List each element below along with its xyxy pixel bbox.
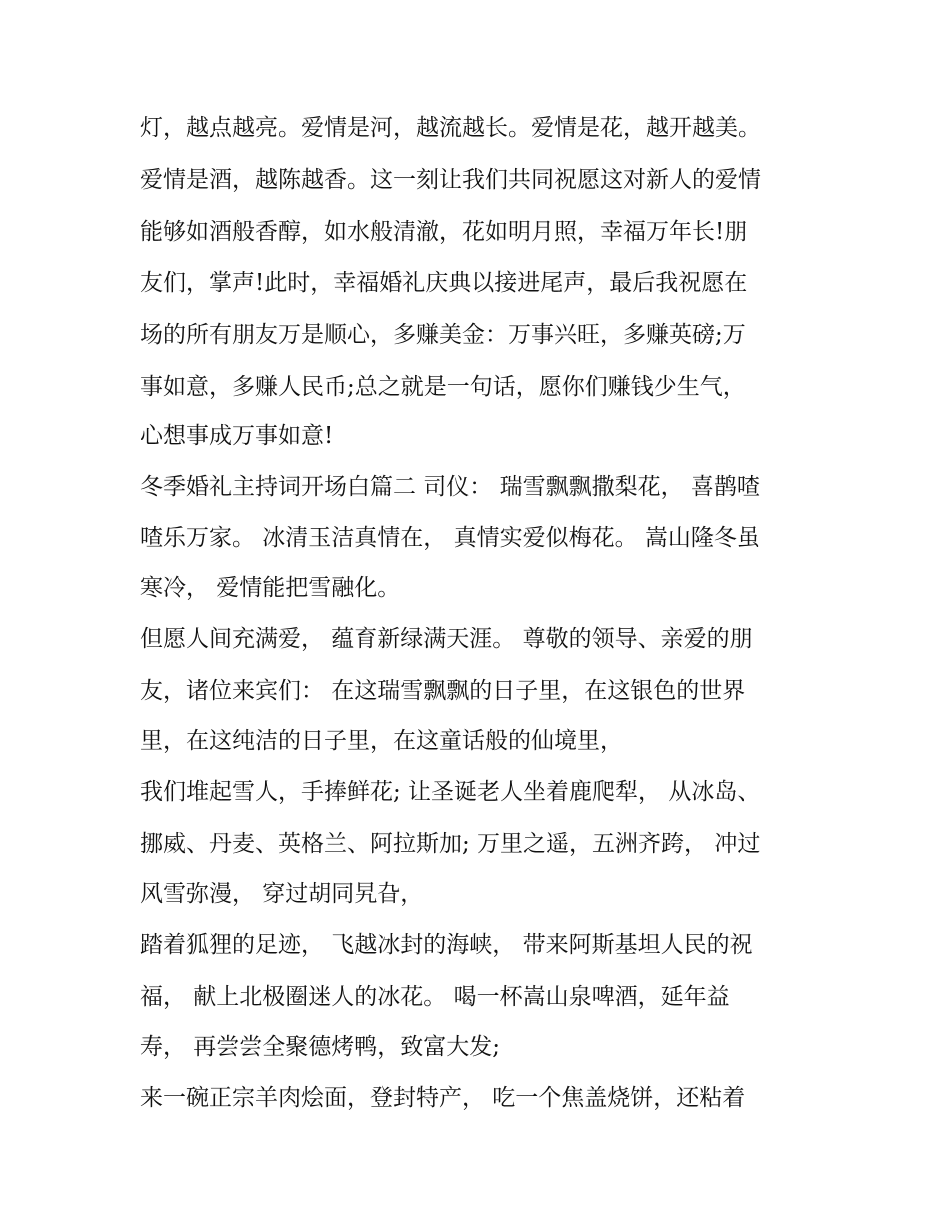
text-line: 场的所有朋友万是顺心，多赚美金：万事兴旺，多赚英磅;万: [140, 322, 746, 348]
text-line: 能够如酒般香醇，如水般清澈，花如明月照，幸福万年长!朋: [140, 219, 748, 245]
text-line: 寿， 再尝尝全聚德烤鸭，致富大发;: [140, 1034, 501, 1060]
text-line: 喳乐万家。 冰清玉洁真情在， 真情实爱似梅花。 嵩山隆冬虽: [140, 525, 760, 551]
text-line: 寒冷， 爱情能把雪融化。: [140, 575, 401, 601]
text-line: 来一碗正宗羊肉烩面，登封特产， 吃一个焦盖烧饼，还粘着: [140, 1085, 746, 1111]
text-line: 爱情是酒，越陈越香。这一刻让我们共同祝愿这对新人的爱情: [140, 167, 761, 193]
text-line: 踏着狐狸的足迹， 飞越冰封的海峡， 带来阿斯基坦人民的祝: [140, 932, 753, 958]
section-heading-line: 冬季婚礼主持词开场白篇二 司仪： 瑞雪飘飘撒梨花， 喜鹊喳: [140, 474, 760, 500]
text-line: 但愿人间充满爱， 蕴育新绿满天涯。 尊敬的领导、亲爱的朋: [140, 626, 753, 652]
text-line: 友们，掌声!此时，幸福婚礼庆典以接进尾声，最后我祝愿在: [140, 270, 748, 296]
text-line: 友，诸位来宾们： 在这瑞雪飘飘的日子里，在这银色的世界: [140, 678, 746, 704]
text-line: 心想事成万事如意!: [140, 423, 334, 449]
text-line: 风雪弥漫， 穿过胡同旯旮，: [140, 881, 424, 907]
text-line: 挪威、丹麦、英格兰、阿拉斯加; 万里之遥，五洲齐跨， 冲过: [140, 831, 761, 857]
text-line: 福， 献上北极圈迷人的冰花。 喝一杯嵩山泉啤酒，延年益: [140, 984, 730, 1010]
text-line: 里，在这纯洁的日子里，在这童话般的仙境里，: [140, 728, 623, 754]
text-line: 事如意，多赚人民币;总之就是一句话，愿你们赚钱少生气，: [140, 374, 746, 400]
text-line: 灯，越点越亮。爱情是河，越流越长。爱情是花，越开越美。: [140, 115, 761, 141]
text-line: 我们堆起雪人，手捧鲜花; 让圣诞老人坐着鹿爬犁， 从冰岛、: [140, 779, 761, 805]
